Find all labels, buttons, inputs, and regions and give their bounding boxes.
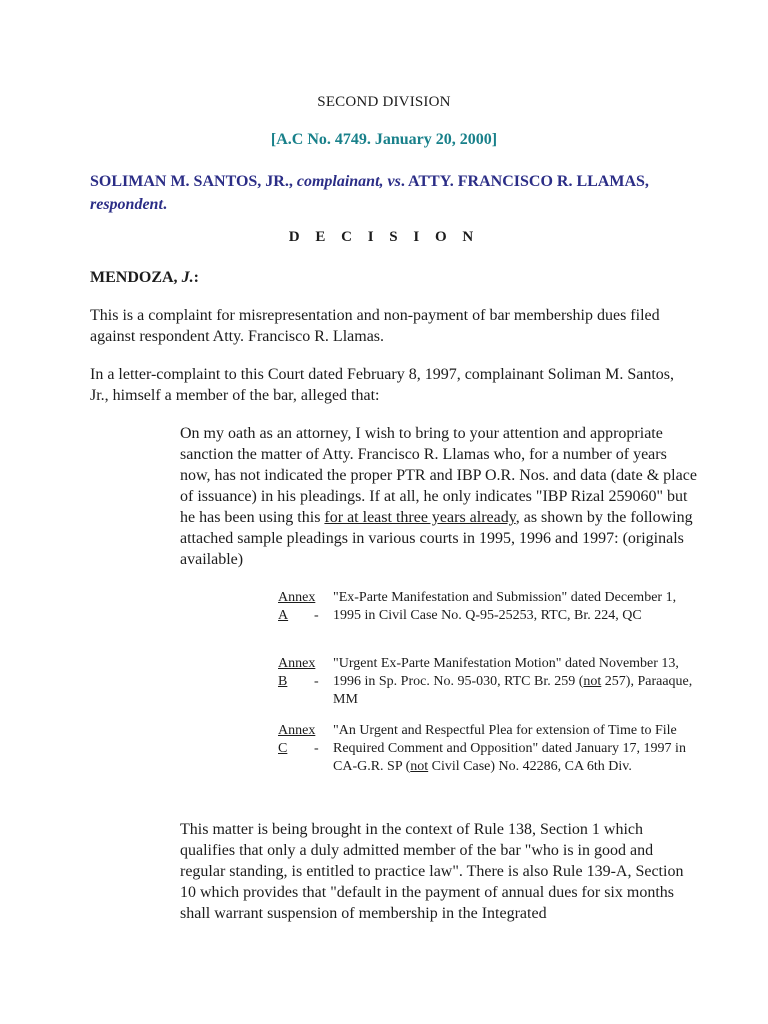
parties-end: . [162,196,167,213]
annex-not: not [583,674,602,689]
annex-description [333,589,693,625]
complainant-role: complainant, vs [296,173,401,190]
case-parties [90,170,650,216]
quoted-complaint [180,423,700,570]
annex-dash: - [314,674,319,689]
respondent-role: respondent [90,196,163,213]
complainant-name: SOLIMAN M. SANTOS, JR., [90,173,293,190]
paragraph-intro: This is a complaint for misrepresentation and non-payment of bar membership dues filed against respondent Atty. Francisco R. Llamas. [90,307,660,345]
annex-text-b: Civil Case) No. 42286, CA 6th Div. [428,759,632,774]
case-number: [A.C No. 4749. January 20, 2000] [270,131,498,148]
annex-label-word: Annex [278,656,316,671]
division-heading: SECOND DIVISION [317,94,451,110]
annex-text-b: 257), Paraaque, MM [333,674,693,707]
annex-description [333,655,693,709]
ponente-title: J. [181,269,194,286]
annex-label-letter: C [278,741,288,756]
annex-label [278,655,318,691]
ponente [90,269,199,287]
annex-label [278,589,318,625]
quote-underlined: for at least three years already [324,509,516,526]
quote-part-2: , as shown by the following attached sample pleadings in various courts in 1995, 1996 and 1997: (originals available) [180,509,693,568]
ponente-colon: : [193,269,199,286]
annex-label-letter: B [278,674,288,689]
annex-dash: - [314,608,319,623]
annex-not: not [410,759,429,774]
annex-label [278,722,318,758]
annex-text-a: "An Urgent and Respectful Plea for extension of Time to File Required Comment and Opposition" dated January 17, 1997 in CA-G.R. SP ( [333,723,686,774]
annex-text-a: "Ex-Parte Manifestation and Submission" dated December 1, 1995 in Civil Case No. Q-95-25253, RTC, Br. 224, QC [333,590,677,623]
paragraph-rules: This matter is being brought in the context of Rule 138, Section 1 which qualifies that only a duly admitted member of the bar "who is in good and regular standing, is entitled to practice law". There is also Rule 139-A, Section 10 which provides that "default in the payment of annual dues for six months shall warrant suspension of membership in the Integrated [180,821,684,922]
annex-text-a: "Urgent Ex-Parte Manifestation Motion" dated November 13, 1996 in Sp. Proc. No. 95-030, RTC Br. 259 ( [333,656,679,689]
annex-description [333,722,693,776]
decision-heading: D E C I S I O N [288,229,480,245]
annex-label-letter: A [278,608,289,623]
respondent-name: . ATTY. FRANCISCO R. LLAMAS, [400,173,649,190]
annex-label-word: Annex [278,590,316,605]
quote-part-1: On my oath as an attorney, I wish to bring to your attention and appropriate sanction the matter of Atty. Francisco R. Llamas who, for a number of years now, has not indicated the proper PTR and IBP O.R. Nos. and data (date & place of issuance) in his pleadings. If at all, he only indicates "IBP Rizal 259060" but he has been using this [180,425,697,526]
annex-label-word: Annex [278,723,316,738]
annex-dash: - [314,741,319,756]
paragraph-letter: In a letter-complaint to this Court dated February 8, 1997, complainant Soliman M. Santos, Jr., himself a member of the bar, alleged that: [90,366,675,404]
ponente-name: MENDOZA, [90,269,182,286]
